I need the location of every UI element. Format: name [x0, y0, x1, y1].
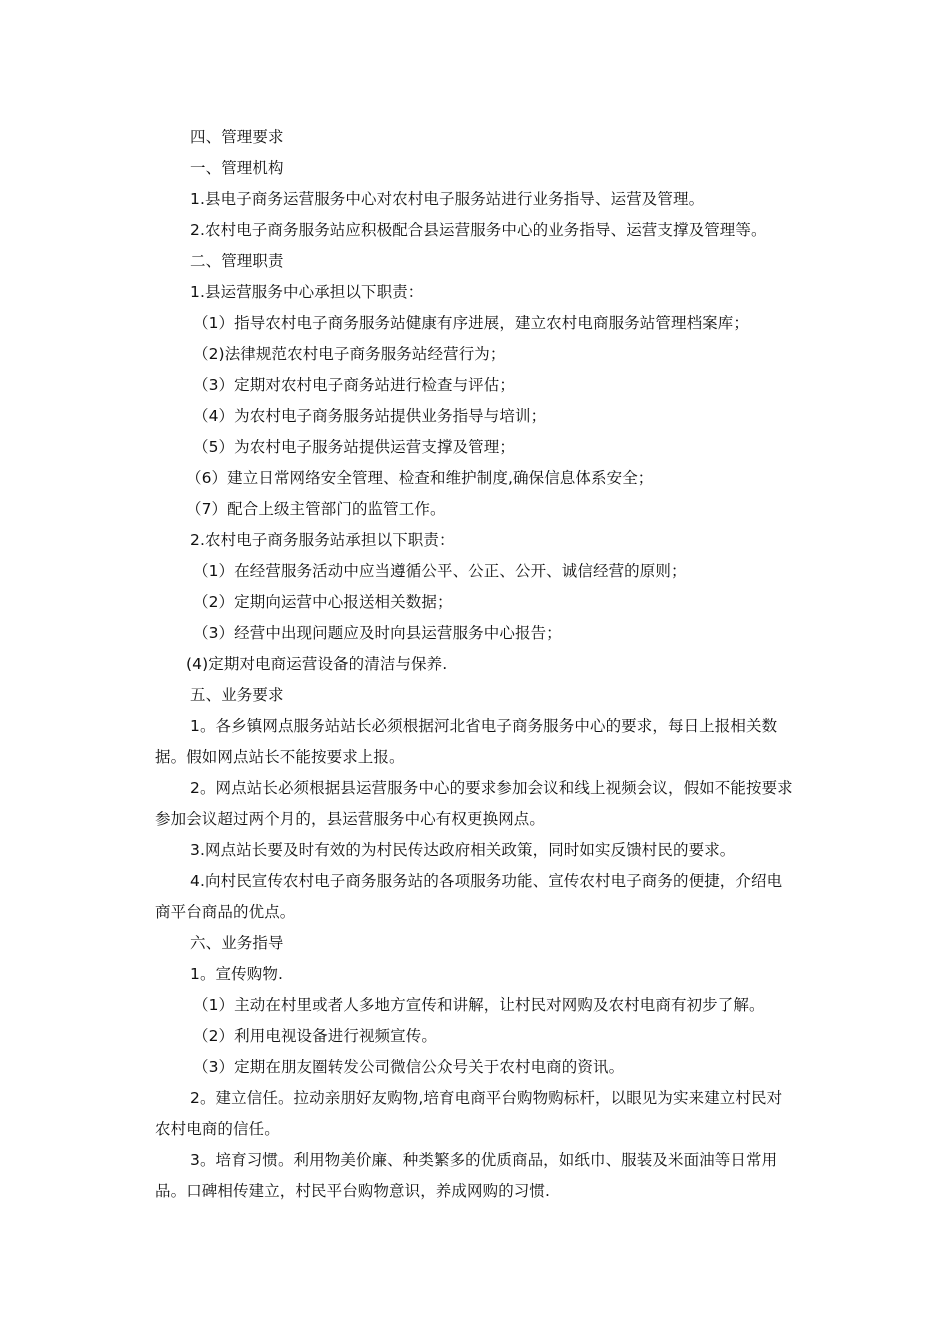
list-item: （2）利用电视设备进行视频宣传。 — [193, 1027, 437, 1045]
paragraph: 3.网点站长要及时有效的为村民传达政府相关政策，同时如实反馈村民的要求。 — [190, 841, 736, 859]
list-item: （3）定期在朋友圈转发公司微信公众号关于农村电商的资讯。 — [193, 1058, 625, 1076]
list-item: （2)法律规范农村电子商务服务站经营行为； — [193, 345, 506, 363]
list-item: （2）定期向运营中心报送相关数据； — [193, 593, 453, 611]
list-item: （1）主动在村里或者人多地方宣传和讲解，让村民对网购及农村电商有初步了解。 — [193, 996, 765, 1014]
heading-business-guidance: 六、业务指导 — [190, 934, 284, 952]
paragraph: 2。网点站长必须根据县运营服务中心的要求参加会议和线上视频会议，假如不能按要求参加会议超过两个月的，县运营服务中心有权更换网点。 — [155, 779, 793, 828]
paragraph: 1。宣传购物. — [190, 965, 283, 983]
heading-management-requirements: 四、管理要求 — [190, 128, 284, 146]
paragraph: 2。建立信任。拉动亲朋好友购物,培育电商平台购物购标杆，以眼见为实来建立村民对农村电商的信任。 — [155, 1089, 783, 1138]
paragraph: 1.县电子商务运营服务中心对农村电子服务站进行业务指导、运营及管理。 — [190, 190, 705, 208]
list-item: （3）经营中出现问题应及时向县运营服务中心报告； — [193, 624, 562, 642]
list-item: （5）为农村电子服务站提供运营支撑及管理； — [193, 438, 515, 456]
list-item: (4)定期对电商运营设备的清洁与保养. — [186, 655, 448, 673]
paragraph: 2.农村电子商务服务站应积极配合县运营服务中心的业务指导、运营支撑及管理等。 — [190, 221, 767, 239]
paragraph: 1.县运营服务中心承担以下职责： — [190, 283, 424, 301]
list-item: （4）为农村电子商务服务站提供业务指导与培训； — [193, 407, 547, 425]
list-item: （7）配合上级主管部门的监管工作。 — [186, 500, 446, 518]
paragraph: 2.农村电子商务服务站承担以下职责： — [190, 531, 455, 549]
list-item: （6）建立日常网络安全管理、检查和维护制度,确保信息体系安全； — [186, 469, 654, 487]
heading-management-duties: 二、管理职责 — [190, 252, 284, 270]
paragraph: 4.向村民宣传农村电子商务服务站的各项服务功能、宣传农村电子商务的便捷，介绍电商平台商品的优点。 — [155, 872, 783, 921]
heading-management-organization: 一、管理机构 — [190, 159, 284, 177]
list-item: （1）指导农村电子商务服务站健康有序进展，建立农村电商服务站管理档案库； — [193, 314, 749, 332]
paragraph: 3。培育习惯。利用物美价廉、种类繁多的优质商品，如纸巾、服装及米面油等日常用品。口碑相传建立，村民平台购物意识，养成网购的习惯. — [155, 1151, 778, 1200]
heading-business-requirements: 五、业务要求 — [190, 686, 284, 704]
list-item: （1）在经营服务活动中应当遵循公平、公正、公开、诚信经营的原则； — [193, 562, 687, 580]
list-item: （3）定期对农村电子商务站进行检查与评估； — [193, 376, 515, 394]
paragraph: 1。各乡镇网点服务站站长必须根据河北省电子商务服务中心的要求，每日上报相关数据。假如网点站长不能按要求上报。 — [155, 717, 778, 766]
